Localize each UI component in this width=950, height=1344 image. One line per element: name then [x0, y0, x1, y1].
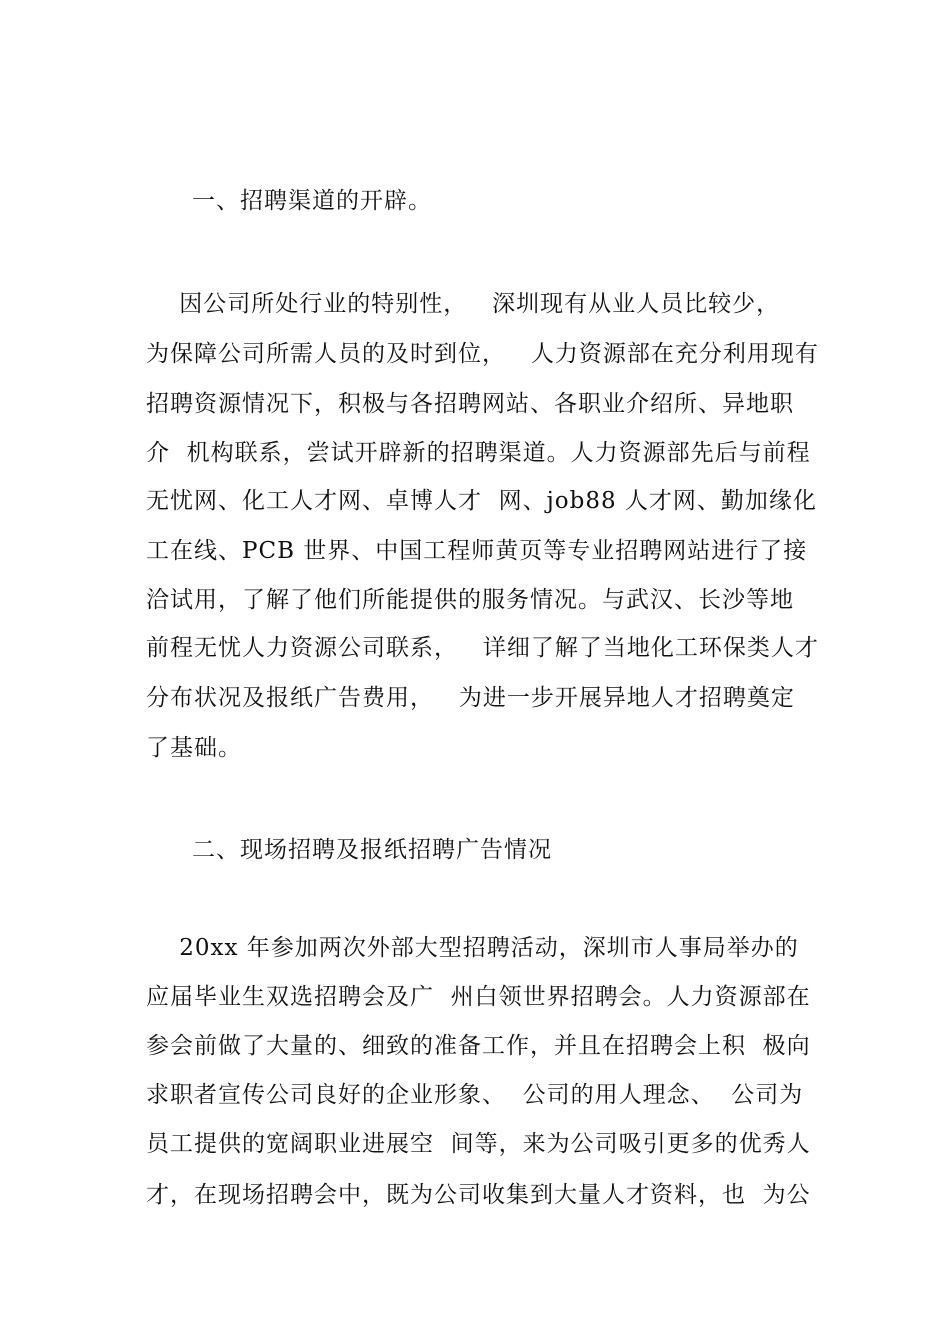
paragraph-line: 工在线、PCB 世界、中国工程师黄页等专业招聘网站进行了接	[146, 538, 808, 564]
paragraph-line: 介 机构联系，尝试开辟新的招聘渠道。人力资源部先后与前程	[146, 440, 811, 466]
paragraph-line: 前程无忧人力资源公司联系， 详细了解了当地化工环保类人才	[146, 635, 819, 661]
paragraph-line: 参会前做了大量的、细致的准备工作，并且在招聘会上积 极向	[146, 1033, 811, 1059]
paragraph-line: 20xx 年参加两次外部大型招聘活动，深圳市人事局举办的	[146, 935, 799, 961]
paragraph-line: 员工提供的宽阔职业进展空 间等，来为公司吸引更多的优秀人	[146, 1131, 811, 1157]
paragraph-line: 为保障公司所需人员的及时到位， 人力资源部在充分利用现有	[146, 341, 819, 367]
paragraph-line: 因公司所处行业的特别性， 深圳现有从业人员比较少，	[146, 291, 781, 317]
paragraph-line: 无忧网、化工人才网、卓博人才 网、job88 人才网、勤加缘化	[146, 488, 817, 514]
paragraph-line: 了基础。	[146, 735, 242, 761]
paragraph-line: 分布状况及报纸广告费用， 为进一步开展异地人才招聘奠定	[146, 685, 795, 711]
section-heading-1: 一、招聘渠道的开辟。	[192, 188, 432, 214]
paragraph-line: 求职者宣传公司良好的企业形象、 公司的用人理念、 公司为	[146, 1082, 804, 1108]
paragraph-line: 才，在现场招聘会中，既为公司收集到大量人才资料，也 为公	[146, 1182, 811, 1208]
paragraph-line: 洽试用，了解了他们所能提供的服务情况。与武汉、长沙等地	[146, 587, 794, 613]
paragraph-line: 应届毕业生双选招聘会及广 州白领世界招聘会。人力资源部在	[146, 984, 811, 1010]
paragraph-line: 招聘资源情况下，积极与各招聘网站、各职业介绍所、异地职	[146, 391, 794, 417]
section-heading-2: 二、现场招聘及报纸招聘广告情况	[192, 837, 552, 863]
